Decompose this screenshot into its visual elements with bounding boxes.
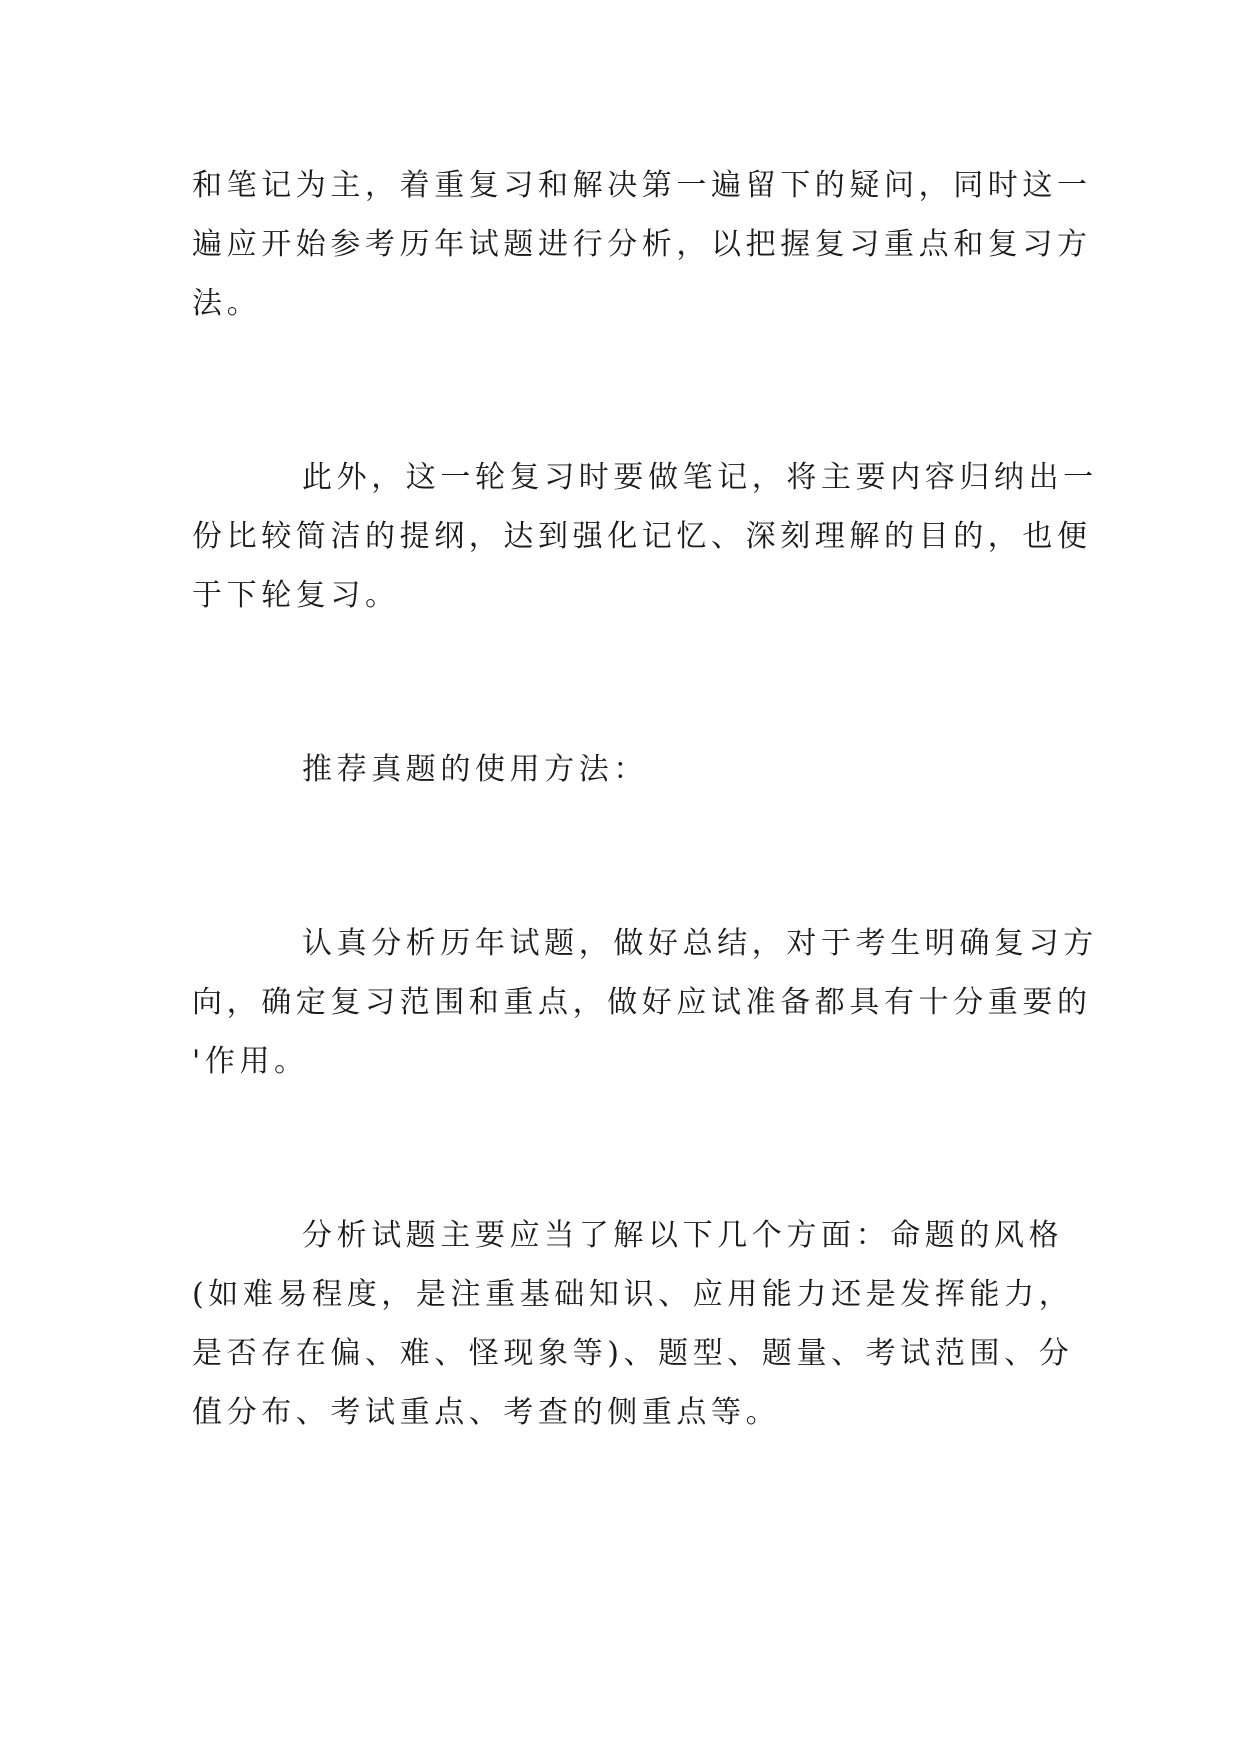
text-line: 分析试题主要应当了解以下几个方面：命题的风格 bbox=[302, 1218, 1064, 1253]
text-line: 和笔记为主，着重复习和解决第一遍留下的疑问，同时这一 bbox=[192, 168, 1092, 203]
text-line: '作用。 bbox=[192, 1044, 309, 1079]
text-line: 遍应开始参考历年试题进行分析，以把握复习重点和复习方 bbox=[192, 227, 1092, 262]
text-line: 法。 bbox=[192, 286, 262, 321]
text-line: 此外，这一轮复习时要做笔记，将主要内容归纳出一 bbox=[302, 460, 1098, 495]
text-line: 于下轮复习。 bbox=[192, 578, 400, 613]
text-line: (如难易程度，是注重基础知识、应用能力还是发挥能力， bbox=[192, 1277, 1074, 1312]
text-line: 是否存在偏、难、怪现象等)、题型、题量、考试范围、分 bbox=[192, 1336, 1074, 1371]
text-line: 份比较简洁的提纲，达到强化记忆、深刻理解的目的，也便 bbox=[192, 519, 1092, 554]
text-line: 认真分析历年试题，做好总结，对于考生明确复习方 bbox=[302, 926, 1098, 961]
text-line: 向，确定复习范围和重点，做好应试准备都具有十分重要的 bbox=[192, 985, 1092, 1020]
text-line: 值分布、考试重点、考查的侧重点等。 bbox=[192, 1395, 781, 1430]
text-line: 推荐真题的使用方法： bbox=[302, 752, 648, 787]
